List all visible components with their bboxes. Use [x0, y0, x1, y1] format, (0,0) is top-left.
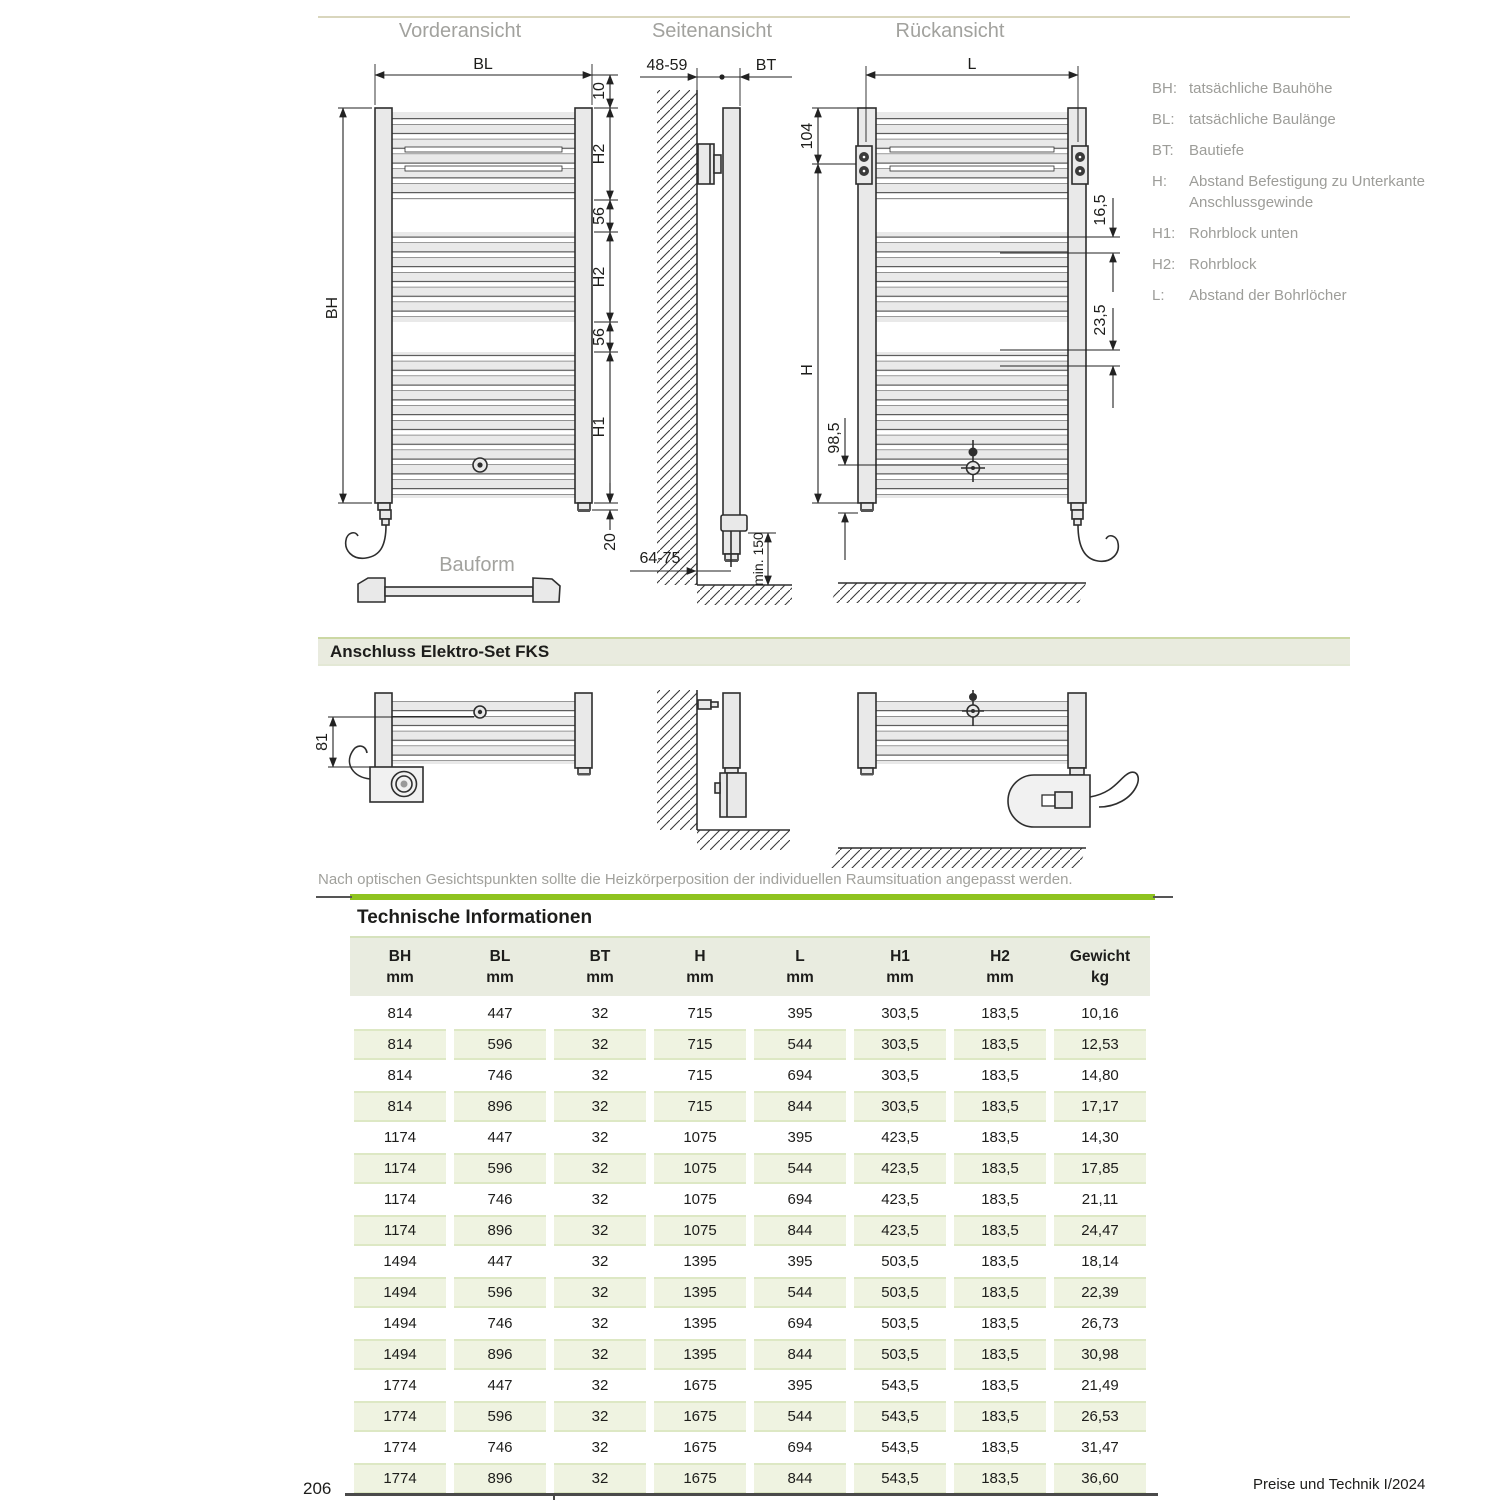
- table-row: [350, 1463, 1150, 1494]
- rear-view-drawing: [799, 56, 1120, 603]
- table-cell: 32: [554, 1339, 646, 1370]
- table-cell: 543,5: [854, 1463, 946, 1494]
- wall-bracket-right: [1072, 146, 1088, 184]
- table-cell: 183,5: [981, 1253, 1019, 1270]
- table-cell: 21,11: [1081, 1191, 1119, 1208]
- bauform-left-cap: [358, 578, 385, 602]
- table-row: [350, 1308, 1150, 1339]
- table-cell: 31,47: [1081, 1439, 1119, 1456]
- table-row: [350, 1060, 1150, 1091]
- table-cell: 14,30: [1081, 1129, 1119, 1146]
- table-cell: 17,17: [1054, 1091, 1146, 1122]
- table-cell: 447: [487, 1253, 513, 1270]
- legend-text: Abstand der Bohrlöcher: [1189, 287, 1347, 304]
- rear-view-title: Rückansicht: [895, 20, 1005, 42]
- table-cell: 746: [487, 1191, 513, 1208]
- electric-heating-element: [720, 773, 746, 817]
- table-row: [350, 998, 1150, 1029]
- legend-item: [1152, 140, 1453, 161]
- dim-label-10: 10: [591, 82, 608, 100]
- table-cell: 447: [487, 1129, 513, 1146]
- table-cell: 1174: [383, 1129, 417, 1146]
- table-cell: 423,5: [881, 1129, 919, 1146]
- table-cell: 21,49: [1081, 1377, 1119, 1394]
- legend-text: tatsächliche Baulänge: [1189, 111, 1336, 128]
- table-cell: 183,5: [954, 1215, 1046, 1246]
- table-cell: 1395: [654, 1339, 746, 1370]
- dim-label-104: 104: [799, 122, 816, 150]
- table-row: [350, 1339, 1150, 1370]
- column-header: H1 mm: [886, 948, 914, 986]
- table-cell: 18,14: [1081, 1253, 1119, 1270]
- table-cell: 1174: [354, 1215, 446, 1246]
- table-cell: 32: [591, 1377, 609, 1394]
- table-cell: 183,5: [954, 1029, 1046, 1060]
- table-cell: 543,5: [881, 1377, 919, 1394]
- table-cell: 1675: [654, 1401, 746, 1432]
- table-row: [350, 1401, 1150, 1432]
- side-view-title: Seitenansicht: [651, 20, 773, 42]
- table-cell: 32: [591, 1439, 609, 1456]
- table-cell: 183,5: [981, 1439, 1019, 1456]
- bauform-bar: [385, 587, 533, 596]
- legend-text: Rohrblock unten: [1189, 225, 1299, 242]
- table-cell: 1774: [383, 1439, 417, 1456]
- table-cell: 183,5: [954, 1153, 1046, 1184]
- table-cell: 395: [787, 1253, 813, 1270]
- table-cell: 32: [554, 1463, 646, 1494]
- legend-key: BL:: [1152, 111, 1175, 128]
- table-cell: 1174: [383, 1191, 417, 1208]
- legend-item: [1152, 223, 1453, 244]
- section-title: Anschluss Elektro-Set FKS: [330, 642, 550, 661]
- table-cell: 544: [754, 1153, 846, 1184]
- table-header-row: [350, 936, 1150, 998]
- element-cable: [1090, 772, 1138, 807]
- table-cell: 896: [454, 1339, 546, 1370]
- table-cell: 303,5: [881, 1067, 919, 1084]
- table-cell: 12,53: [1054, 1029, 1146, 1060]
- table-cell: 1494: [354, 1339, 446, 1370]
- bauform-label: Bauform: [439, 554, 515, 576]
- table-cell: 303,5: [854, 1091, 946, 1122]
- dim-label-16-5: 16,5: [1092, 194, 1109, 226]
- legend-text: Abstand Befestigung zu Unterkante Anschlussgewinde: [1189, 173, 1425, 211]
- column-header: L mm: [786, 948, 814, 986]
- table-cell: 1075: [683, 1191, 717, 1208]
- edition-label: Preise und Technik I/2024: [1253, 1476, 1426, 1493]
- element-cable: [349, 746, 370, 779]
- table-cell: 1494: [383, 1253, 417, 1270]
- dim-label-bh: BH: [324, 296, 341, 320]
- table-cell: 814: [387, 1067, 413, 1084]
- table-cell: 746: [487, 1439, 513, 1456]
- table-cell: 30,98: [1054, 1339, 1146, 1370]
- table-cell: 1675: [683, 1377, 717, 1394]
- dim-label-bt: BT: [755, 57, 777, 74]
- table-cell: 1774: [354, 1401, 446, 1432]
- technical-data-table: [350, 936, 1150, 1494]
- table-cell: 715: [654, 1029, 746, 1060]
- table-cell: 715: [687, 1067, 713, 1084]
- table-cell: 715: [654, 1091, 746, 1122]
- table-cell: 32: [554, 1153, 646, 1184]
- table-cell: 183,5: [954, 1091, 1046, 1122]
- table-row: [350, 1122, 1150, 1153]
- table-cell: 183,5: [954, 1277, 1046, 1308]
- table-cell: 1395: [654, 1277, 746, 1308]
- table-cell: 32: [591, 1005, 609, 1022]
- table-cell: 1075: [654, 1215, 746, 1246]
- column-header: BT mm: [586, 948, 614, 986]
- table-cell: 746: [487, 1315, 513, 1332]
- table-cell: 896: [454, 1215, 546, 1246]
- table-cell: 26,53: [1054, 1401, 1146, 1432]
- column-header: BL mm: [486, 948, 514, 986]
- table-cell: 596: [454, 1401, 546, 1432]
- dim-label-h2-lower: H2: [591, 266, 608, 288]
- table-row: [350, 1029, 1150, 1060]
- legend-key: BH:: [1152, 80, 1178, 97]
- table-cell: 17,85: [1054, 1153, 1146, 1184]
- table-cell: 36,60: [1054, 1463, 1146, 1494]
- table-cell: 1494: [383, 1315, 417, 1332]
- table-cell: 814: [354, 1091, 446, 1122]
- legend-key: BT:: [1152, 142, 1174, 159]
- elektro-front-drawing: [314, 693, 592, 802]
- table-cell: 844: [754, 1215, 846, 1246]
- table-cell: 844: [754, 1339, 846, 1370]
- connection-valve-icon: [969, 448, 978, 457]
- table-cell: 447: [487, 1377, 513, 1394]
- divider-end-right: [1153, 896, 1173, 898]
- table-cell: 32: [554, 1215, 646, 1246]
- table-cell: 1774: [354, 1463, 446, 1494]
- table-title: Technische Informationen: [357, 907, 593, 928]
- table-cell: 32: [591, 1315, 609, 1332]
- dim-label-98-5: 98,5: [826, 422, 843, 454]
- table-cell: 32: [591, 1253, 609, 1270]
- table-cell: 1395: [683, 1315, 717, 1332]
- table-cell: 1774: [383, 1377, 417, 1394]
- table-cell: 32: [591, 1191, 609, 1208]
- table-cell: 596: [454, 1029, 546, 1060]
- front-view-title: Vorderansicht: [398, 20, 522, 42]
- table-cell: 544: [754, 1277, 846, 1308]
- table-cell: 32: [591, 1129, 609, 1146]
- dim-label-h2-upper: H2: [591, 143, 608, 165]
- dim-label-h1: H1: [591, 416, 608, 438]
- table-cell: 183,5: [981, 1005, 1019, 1022]
- table-cell: 395: [787, 1129, 813, 1146]
- power-cable-hook: [1078, 525, 1118, 561]
- elektro-rear-drawing: [831, 690, 1138, 868]
- column-header: H2 mm: [986, 948, 1014, 986]
- table-cell: 543,5: [854, 1401, 946, 1432]
- elektro-side-drawing: [657, 690, 790, 850]
- top-rule: [318, 16, 1350, 18]
- dim-label-h: H: [799, 364, 816, 376]
- column-header: BH mm: [386, 948, 414, 986]
- table-cell: 694: [787, 1315, 813, 1332]
- table-cell: 32: [554, 1401, 646, 1432]
- table-cell: 503,5: [881, 1253, 919, 1270]
- legend-item: [1152, 78, 1453, 99]
- dim-label-min-150: min. 150: [750, 532, 766, 586]
- table-cell: 14,80: [1081, 1067, 1119, 1084]
- dim-label-23-5: 23,5: [1092, 304, 1109, 336]
- legend-item: [1152, 109, 1453, 130]
- table-cell: 32: [554, 1091, 646, 1122]
- table-cell: 1675: [654, 1463, 746, 1494]
- legend-text: Rohrblock: [1189, 256, 1257, 273]
- wall-bracket-left: [856, 146, 872, 184]
- table-cell: 423,5: [854, 1215, 946, 1246]
- legend-item: [1152, 285, 1453, 306]
- table-cell: 844: [754, 1091, 846, 1122]
- table-cell: 1675: [683, 1439, 717, 1456]
- table-cell: 896: [454, 1463, 546, 1494]
- connection-valve-icon: [969, 693, 977, 701]
- dim-label-48-59: 48-59: [646, 57, 688, 74]
- legend-text: tatsächliche Bauhöhe: [1189, 80, 1333, 97]
- table-cell: 395: [787, 1377, 813, 1394]
- table-cell: 544: [754, 1029, 846, 1060]
- legend-text: Bautiefe: [1189, 142, 1245, 159]
- column-header: H mm: [686, 948, 714, 986]
- table-cell: 183,5: [981, 1315, 1019, 1332]
- table-row: [350, 1432, 1150, 1463]
- dim-label-20: 20: [602, 533, 619, 551]
- table-cell: 183,5: [981, 1067, 1019, 1084]
- table-cell: 694: [787, 1067, 813, 1084]
- table-cell: 183,5: [981, 1191, 1019, 1208]
- table-cell: 183,5: [954, 1339, 1046, 1370]
- table-cell: 423,5: [881, 1191, 919, 1208]
- table-row: [350, 1184, 1150, 1215]
- technical-drawings: [300, 50, 1140, 870]
- table-rows: [350, 998, 1150, 1494]
- table-cell: 183,5: [954, 1463, 1046, 1494]
- table-row: [350, 1246, 1150, 1277]
- dimension-legend: [1152, 78, 1453, 316]
- dim-label-bl: BL: [473, 56, 493, 73]
- table-cell: 896: [454, 1091, 546, 1122]
- legend-key: H:: [1152, 173, 1167, 190]
- table-cell: 694: [787, 1191, 813, 1208]
- legend-item: [1152, 171, 1453, 213]
- table-cell: 746: [487, 1067, 513, 1084]
- table-cell: 694: [787, 1439, 813, 1456]
- table-cell: 503,5: [854, 1277, 946, 1308]
- footer-rule: [345, 1493, 1158, 1496]
- dim-label-l: L: [967, 56, 977, 73]
- table-row: [350, 1153, 1150, 1184]
- legend-key: H1:: [1152, 225, 1176, 242]
- table-cell: 303,5: [881, 1005, 919, 1022]
- table-cell: 303,5: [854, 1029, 946, 1060]
- table-cell: 183,5: [981, 1129, 1019, 1146]
- table-cell: 22,39: [1054, 1277, 1146, 1308]
- table-cell: 596: [454, 1153, 546, 1184]
- bauform-right-cap: [533, 578, 560, 602]
- legend-key: H2:: [1152, 256, 1176, 273]
- table-cell: 503,5: [854, 1339, 946, 1370]
- table-cell: 183,5: [981, 1377, 1019, 1394]
- table-cell: 1075: [683, 1129, 717, 1146]
- table-row: [350, 1370, 1150, 1401]
- dim-label-56-lower: 56: [591, 328, 608, 346]
- table-cell: 26,73: [1081, 1315, 1119, 1332]
- page-number: 206: [303, 1479, 332, 1498]
- dim-label-56-upper: 56: [591, 207, 608, 225]
- dim-label-81: 81: [314, 733, 331, 751]
- front-view-drawing: [324, 56, 619, 602]
- table-cell: 503,5: [881, 1315, 919, 1332]
- table-cell: 32: [554, 1029, 646, 1060]
- table-cell: 544: [754, 1401, 846, 1432]
- table-cell: 395: [787, 1005, 813, 1022]
- dim-label-64-75: 64-75: [639, 550, 681, 567]
- side-view-drawing: [630, 57, 792, 605]
- table-cell: 32: [591, 1067, 609, 1084]
- table-cell: 447: [487, 1005, 513, 1022]
- divider-end-left: [316, 896, 352, 898]
- table-cell: 715: [687, 1005, 713, 1022]
- table-row: [350, 1277, 1150, 1308]
- table-cell: 32: [554, 1277, 646, 1308]
- table-cell: 10,16: [1081, 1005, 1119, 1022]
- legend-item: [1152, 254, 1453, 275]
- section-header: [318, 637, 1350, 666]
- positioning-note: Nach optischen Gesichtspunkten sollte die Heizkörperposition der individuellen Raumsituation angepasst werden.: [318, 871, 1073, 888]
- table-row: [350, 1091, 1150, 1122]
- table-cell: 596: [454, 1277, 546, 1308]
- column-header: Gewicht kg: [1069, 948, 1131, 986]
- print-mark: [553, 1495, 555, 1500]
- table-cell: 1494: [354, 1277, 446, 1308]
- power-cable-hook: [346, 525, 386, 558]
- table-cell: 1174: [354, 1153, 446, 1184]
- green-divider: [350, 894, 1155, 900]
- table-cell: 1075: [654, 1153, 746, 1184]
- table-cell: 183,5: [954, 1401, 1046, 1432]
- table-cell: 24,47: [1054, 1215, 1146, 1246]
- legend-key: L:: [1152, 287, 1165, 304]
- table-cell: 844: [754, 1463, 846, 1494]
- table-cell: 543,5: [881, 1439, 919, 1456]
- table-cell: 1395: [683, 1253, 717, 1270]
- table-cell: 814: [354, 1029, 446, 1060]
- table-cell: 423,5: [854, 1153, 946, 1184]
- table-row: [350, 1215, 1150, 1246]
- table-cell: 814: [387, 1005, 413, 1022]
